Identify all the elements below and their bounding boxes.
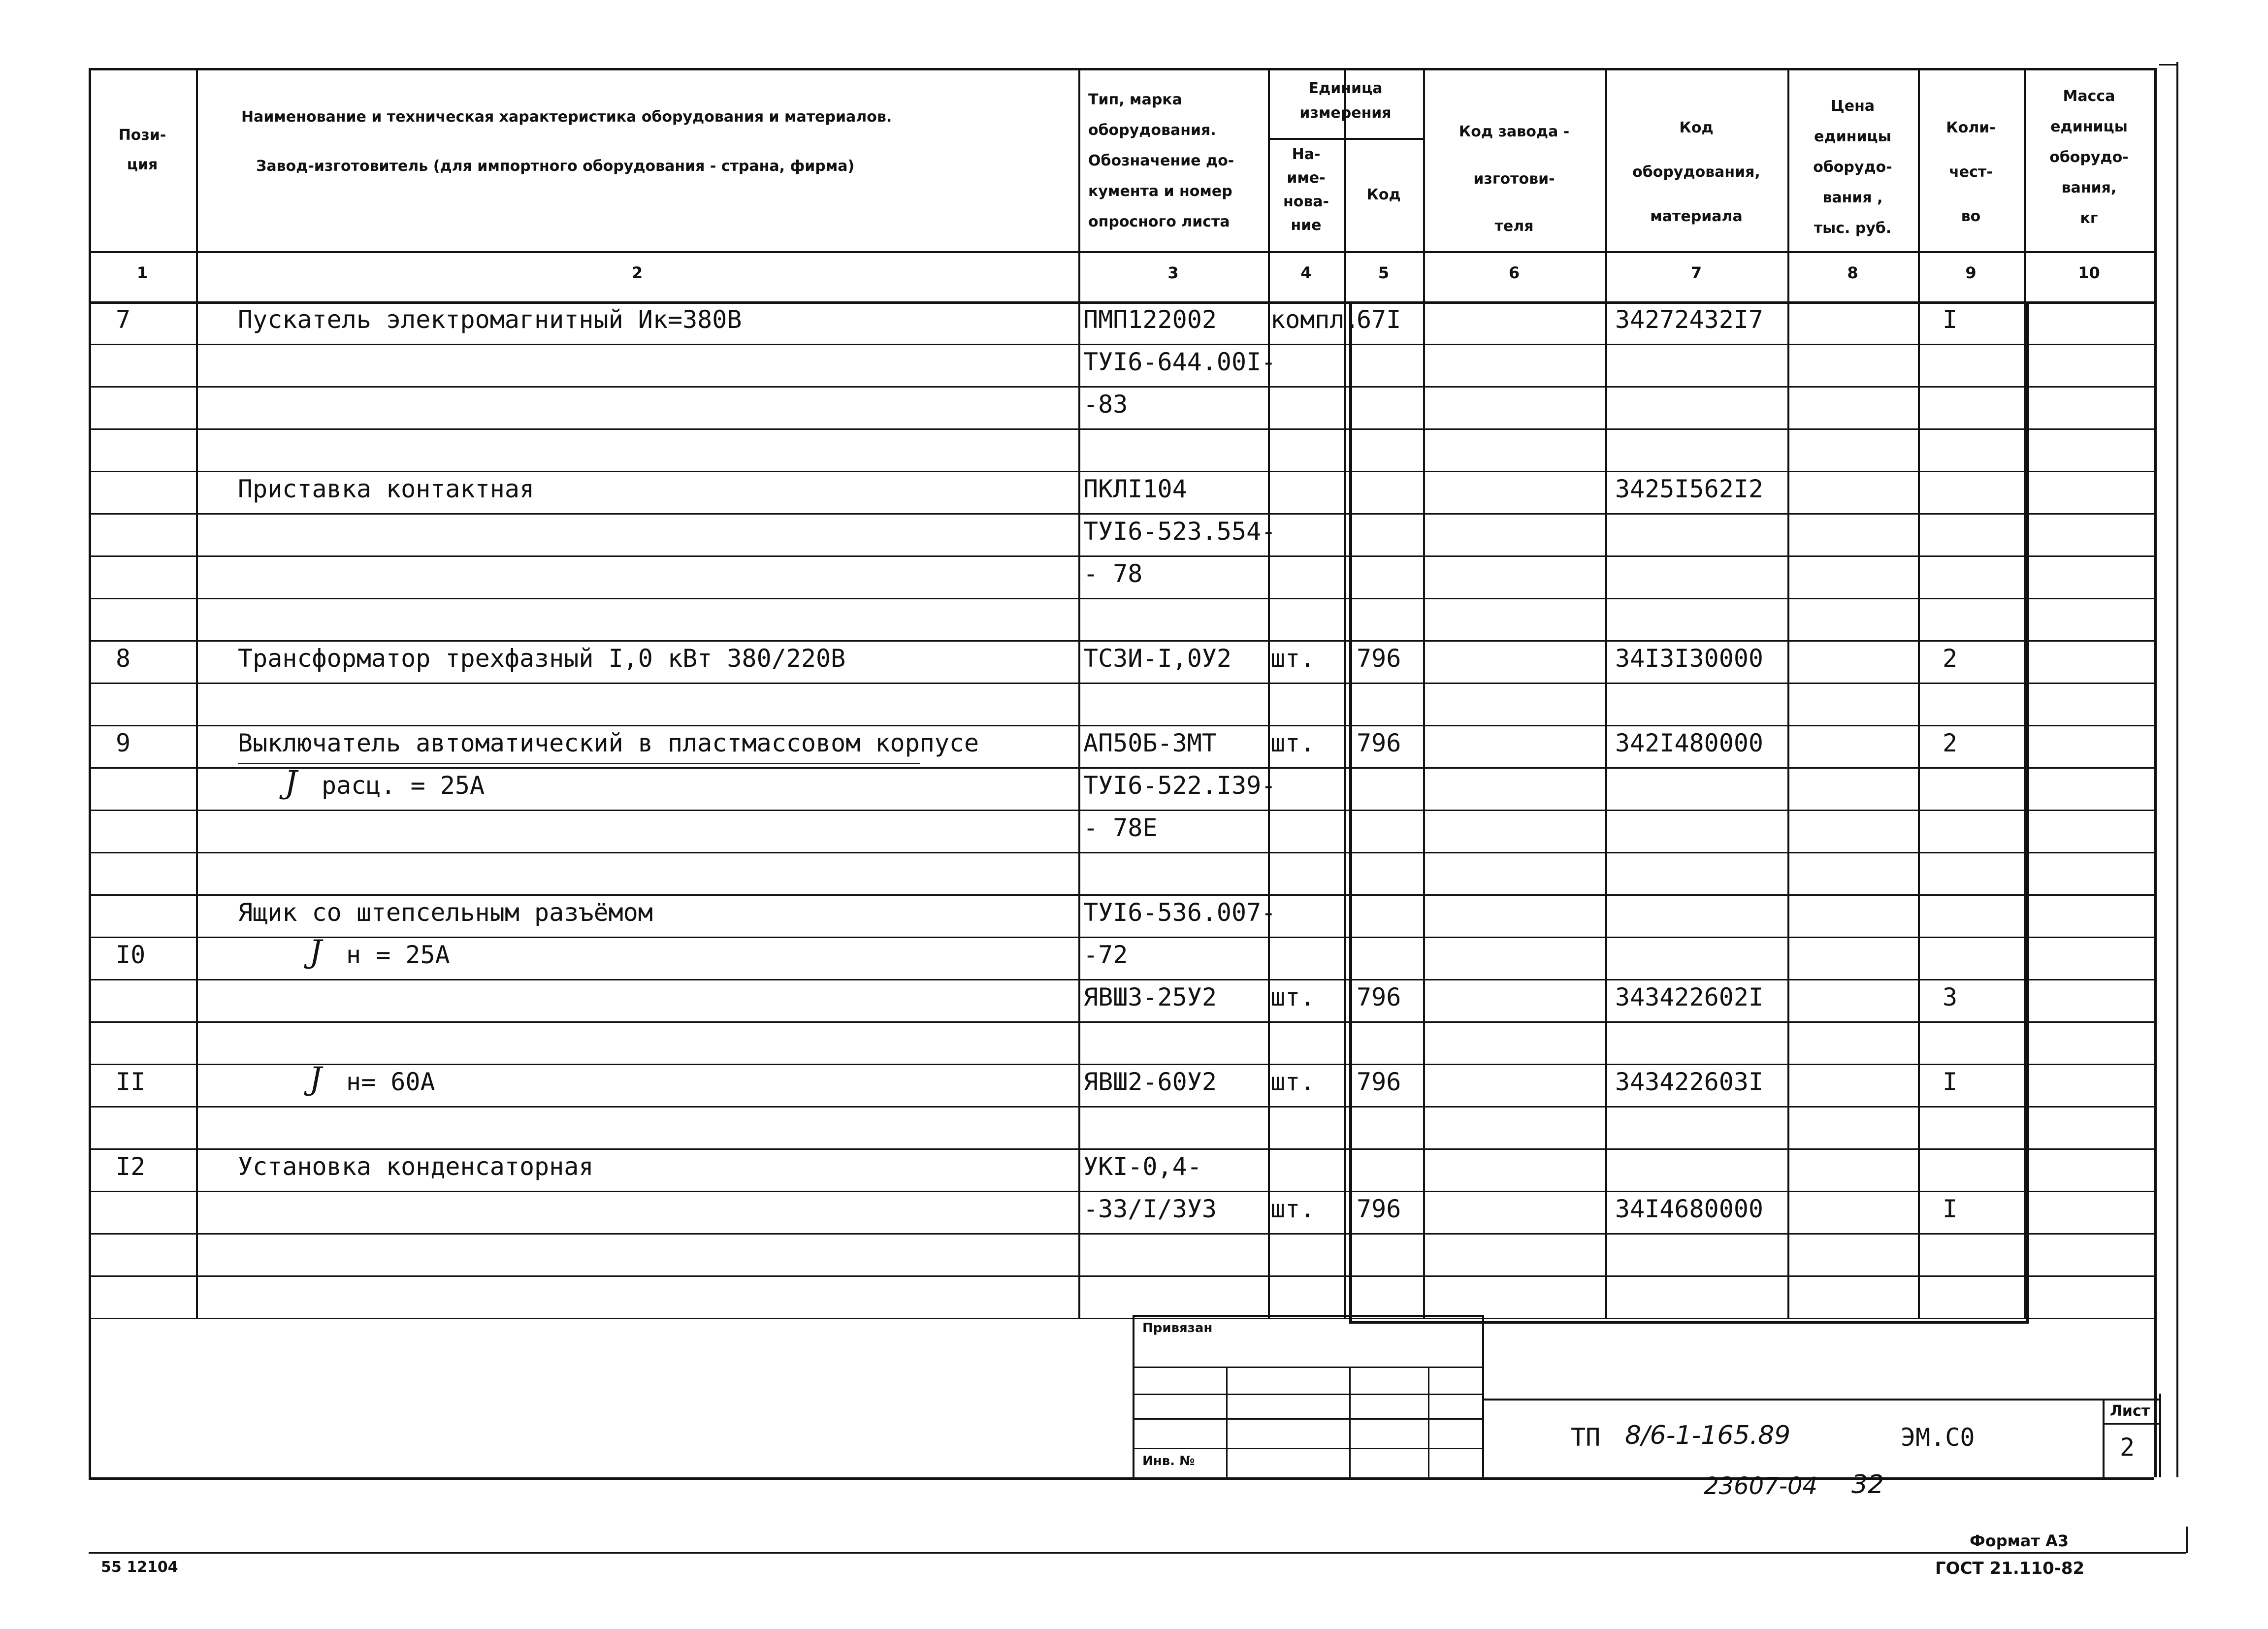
rule-line [89,1233,2154,1235]
row-pos: 8 [116,644,131,673]
header-col8: единицы [1814,128,1891,145]
rule-line [1918,68,1920,1318]
header-col3: Обозначение до- [1088,152,1234,169]
header-col3: кумента и номер [1088,183,1232,200]
header-col3: Тип, марка [1088,91,1182,108]
header-col10: Масса [2063,88,2115,105]
current-symbol: J [309,1061,322,1097]
row-type: -33/I/3У3 [1083,1195,1217,1223]
row-pos: 7 [116,305,131,334]
row-pos: 9 [116,729,131,757]
rule-line [1133,1448,1482,1449]
rule-line [89,1318,2154,1319]
row-name: Ящик со штепсельным разъёмом [238,898,653,927]
row-equip: 343422603I [1615,1068,1764,1096]
rule-line [89,810,2154,811]
header-unit_group: измерения [1299,104,1392,122]
column-number: 9 [1965,263,1976,282]
rule-line [89,852,2154,853]
row-equip: 342I480000 [1615,729,1764,757]
stamp-doc-code: ЭМ.С0 [1901,1423,1975,1452]
row-qty: 2 [1943,729,1958,757]
column-number: 1 [136,263,148,282]
rule-line [89,1148,2154,1150]
row-equip: 34272432I7 [1615,305,1764,334]
column-number: 6 [1508,263,1520,282]
rule-line [89,344,2154,345]
rule-line [2103,1399,2105,1477]
header-col2-line1: Наименование и техническая характеристика оборудования и материалов. [241,108,892,126]
header-col1: Пози- [118,127,166,144]
row-type: АП50Б-3МТ [1083,729,1217,757]
row-equip: 3425I562I2 [1615,475,1764,503]
row-qty: 3 [1943,983,1958,1011]
header-col6: теля [1494,218,1534,235]
row-type: ТУI6-522.I39- [1083,771,1276,800]
column-number: 8 [1847,263,1858,282]
row-name-tail: н = 25А [346,941,450,969]
rule-line [1344,68,1346,1318]
rule-line [89,1106,2154,1108]
row-pos: I0 [116,941,146,969]
row-code: 796 [1357,1195,1401,1223]
header-col9: во [1961,208,1981,225]
rule-line [1226,1367,1228,1477]
rule-line [238,763,920,764]
rule-line [89,513,2154,515]
rule-line [89,386,2154,388]
row-unit: шт. [1270,1195,1315,1223]
header-col8: тыс. руб. [1814,220,1892,237]
row-type: -83 [1083,390,1128,419]
row-unit: шт. [1270,1068,1315,1096]
header-col4: нова- [1283,193,1329,210]
header-col8: вания , [1822,189,1883,206]
rule-line [2024,68,2026,1318]
header-col10: вания, [2061,179,2117,196]
current-symbol: J [285,764,297,801]
row-unit: шт. [1270,644,1315,673]
rule-line [89,598,2154,599]
rule-line [1133,1394,1482,1395]
header-col4: На- [1292,146,1321,163]
row-type: ЯВШ3-25У2 [1083,983,1217,1011]
row-equip: 343422602I [1615,983,1764,1011]
rule-line [89,937,2154,938]
stamp-sheet-label: Лист [2110,1402,2150,1420]
header-col1: ция [127,156,158,173]
row-name: Трансформатор трехфазный I,0 кВт 380/220В [238,644,846,673]
column-number: 7 [1690,263,1702,282]
row-pos: II [116,1068,146,1096]
row-type: - 78 [1083,559,1143,588]
row-code: 796 [1357,983,1401,1011]
column-number: 4 [1300,263,1312,282]
row-type: УКI-0,4- [1083,1152,1202,1181]
rule-line [1133,1418,1482,1420]
rule-line [89,1021,2154,1023]
rule-line [1133,1315,1134,1477]
header-unit_group: Единица [1308,80,1383,97]
rule-line [2176,62,2178,1477]
row-code: 796 [1357,644,1401,673]
header-col3: оборудования. [1088,122,1216,139]
stamp-privyazan: Привязан [1142,1321,1213,1336]
stamp-inv: Инв. № [1142,1454,1195,1468]
rule-line [1428,1367,1429,1477]
rule-line [89,555,2154,557]
row-name: Приставка контактная [238,475,535,503]
rule-line [1423,68,1425,1318]
row-code: 796 [1357,729,1401,757]
rule-line [89,894,2154,896]
header-col6: Код завода - [1458,123,1570,140]
rule-line [89,1552,2186,1554]
format-label: Формат А3 [1970,1531,2069,1550]
archive-page: 32 [1851,1470,1884,1499]
row-code: 67I [1357,305,1401,334]
header-col10: кг [2080,210,2098,227]
column-number: 5 [1378,263,1390,282]
row-type: ТСЗИ-I,0У2 [1083,644,1232,673]
rule-line [1482,1315,1484,1477]
rule-line [89,979,2154,980]
header-col6: изготови- [1473,170,1555,188]
rule-line [89,1477,2154,1480]
rule-line [89,640,2154,642]
gost-label: ГОСТ 21.110-82 [1935,1559,2085,1578]
header-col10: единицы [2050,118,2128,135]
rule-line [2026,301,2029,1323]
rule-line [1133,1315,1482,1317]
rule-line [1482,1399,2159,1401]
row-type: ЯВШ2-60У2 [1083,1068,1217,1096]
rule-line [89,428,2154,430]
row-type: ПКЛI104 [1083,475,1187,503]
rule-line [2103,1423,2159,1425]
header-col9: Коли- [1946,119,1996,136]
header-col5: Код [1366,186,1401,203]
row-unit: компл. [1270,305,1360,334]
rule-line [89,301,2154,304]
row-type: -72 [1083,941,1128,969]
row-type: - 78Е [1083,814,1158,842]
column-number: 10 [2078,263,2100,282]
rule-line [89,725,2154,726]
rule-line [196,68,198,1318]
rule-line [89,1275,2154,1277]
header-col8: оборудо- [1813,159,1892,176]
rule-line [2186,1527,2188,1553]
column-number: 3 [1167,263,1179,282]
header-col10: оборудо- [2049,149,2129,166]
header-col3: опросного листа [1088,213,1230,230]
row-qty: I [1943,1195,1958,1223]
rule-line [89,1191,2154,1192]
rule-line [1133,1367,1482,1368]
row-unit: шт. [1270,729,1315,757]
rule-line [1268,138,1423,140]
row-qty: I [1943,305,1958,334]
header-col4: ние [1291,217,1322,234]
rule-line [2159,1394,2161,1477]
header-col7: Код [1679,119,1714,136]
row-name-tail: н= 60А [346,1068,435,1096]
rule-line [1787,68,1789,1318]
rule-line [1349,1367,1351,1477]
rule-line [89,683,2154,684]
archive-number: 23607-04 [1704,1472,1818,1500]
rule-line [89,251,2154,253]
row-pos: I2 [116,1152,146,1181]
rule-line [89,1064,2154,1065]
row-name: Пускатель электромагнитный Ик=380В [238,305,742,334]
row-name-tail: расц. = 25А [322,771,485,800]
header-col4: име- [1287,169,1326,187]
rule-line [89,767,2154,769]
row-type: ТУI6-644.00I- [1083,348,1276,376]
stamp-sheet-number: 2 [2120,1433,2135,1462]
rule-line [89,471,2154,472]
rule-line [1605,68,1607,1318]
left-code: 55 12104 [101,1559,178,1576]
header-col7: оборудования, [1632,163,1760,181]
header-col7: материала [1650,208,1743,225]
row-equip: 34I3I30000 [1615,644,1764,673]
row-type: ТУI6-536.007- [1083,898,1276,927]
rule-line [1268,68,1270,1318]
row-qty: I [1943,1068,1958,1096]
rule-line [1349,1321,2029,1324]
rule-line [89,68,2154,70]
row-name: Выключатель автоматический в пластмассовом корпусе [238,729,979,757]
current-symbol: J [309,934,322,970]
header-col9: чест- [1949,163,1993,181]
header-col8: Цена [1830,98,1875,115]
stamp-doc-number: 8/6-1-165.89 [1625,1421,1791,1450]
rule-line [1349,301,1352,1323]
row-qty: 2 [1943,644,1958,673]
rule-line [1078,68,1080,1318]
row-type: ТУI6-523.554- [1083,517,1276,546]
row-code: 796 [1357,1068,1401,1096]
row-name: Установка конденсаторная [238,1152,594,1181]
rule-line [2159,64,2176,65]
stamp-doc-prefix: ТП [1571,1423,1601,1452]
rule-line [2154,68,2157,1477]
row-unit: шт. [1270,983,1315,1011]
header-col2-line2: Завод-изготовитель (для импортного оборудования - страна, фирма) [256,158,855,175]
row-equip: 34I4680000 [1615,1195,1764,1223]
column-number: 2 [631,263,643,282]
row-type: ПМП122002 [1083,305,1217,334]
